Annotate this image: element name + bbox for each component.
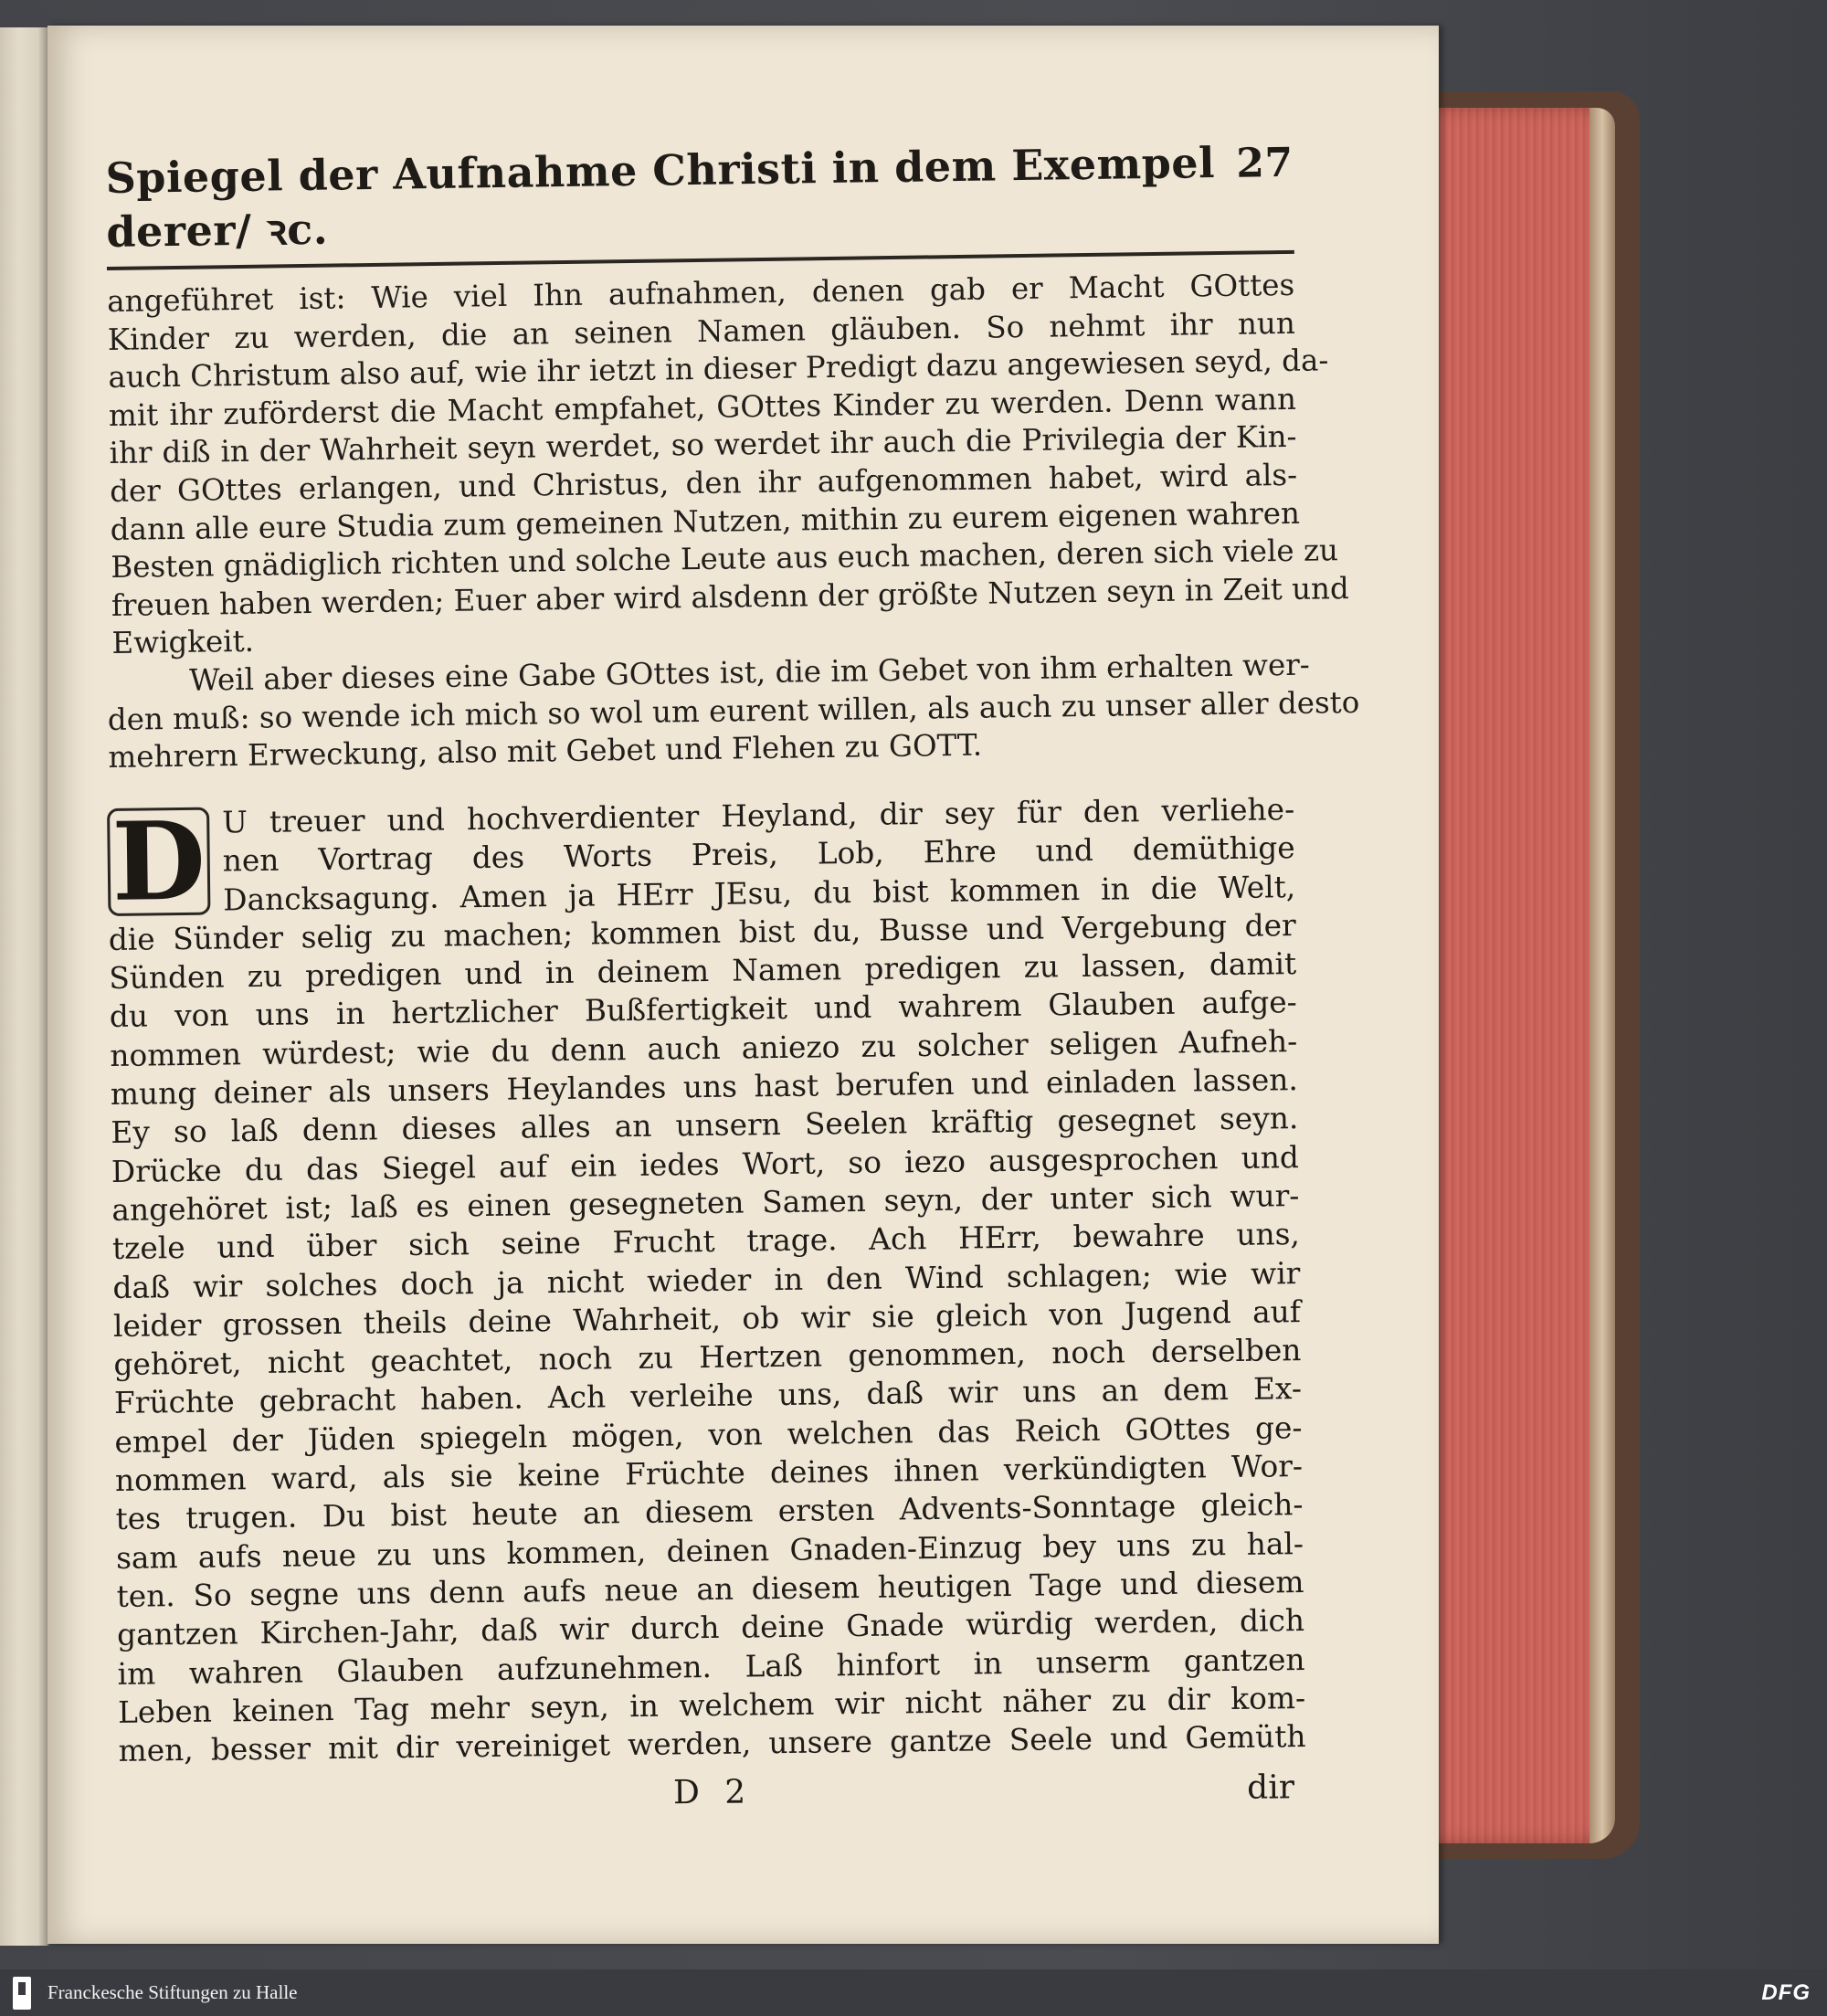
- text-line: Sünden zu predigen und in deinem Namen predigen zu lassen, damit: [109, 946, 1297, 996]
- text-line: die Sünder selig zu machen; kommen bist du, Busse und Vergebung der: [108, 907, 1296, 957]
- text-line: Drücke du das Siegel auf ein iedes Wort, so iezo ausgesprochen und: [111, 1139, 1300, 1189]
- text-line: auch Christum also auf, wie ihr ietzt in dieser Predigt dazu angewiesen seyd, da-: [108, 343, 1329, 396]
- text-line: Weil aber dieses eine Gabe GOttes ist, die im Gebet von ihm erhalten wer-: [189, 647, 1310, 698]
- text-line: nen Vortrag des Worts Preis, Lob, Ehre und demüthige: [222, 830, 1295, 879]
- text-line: freuen haben werden; Euer aber wird alsdenn der größte Nutzen seyn in Zeit und: [111, 570, 1349, 623]
- page-footer: [107, 1768, 1294, 1816]
- text-line: mung deiner als unsers Heylandes uns hast berufen und einladen lassen.: [110, 1061, 1299, 1112]
- text-line: Ewigkeit.: [111, 624, 255, 661]
- text-line: daß wir solches doch ja nicht wieder in den Wind schlagen; wie wir: [112, 1255, 1301, 1305]
- text-line: mehrern Erweckung, also mit Gebet und Flehen zu GOTT.: [108, 727, 983, 776]
- signature-mark: D 2: [672, 1773, 754, 1812]
- text-line: den muß: so wende ich mich so wol um eurent willen, als auch zu unser aller desto: [107, 684, 1360, 737]
- text-line: Dancksagung. Amen ja HErr JEsu, du bist kommen in die Welt,: [223, 869, 1296, 917]
- catchword: dir: [1247, 1768, 1295, 1807]
- dfg-logo-text: DFG: [1761, 1979, 1811, 2005]
- text-line: du von uns in hertzlicher Bußfertigkeit und wahrem Glauben aufge-: [109, 985, 1297, 1035]
- text-line: men, besser mit dir vereiniget werden, unsere gantze Seele und Gemüth: [118, 1718, 1306, 1768]
- prayer-paragraph: [107, 790, 1306, 1770]
- text-line: nommen ward, als sie keine Früchte deines ihnen verkündigten Wor-: [114, 1448, 1304, 1498]
- text-line: der GOttes erlangen, und Christus, den ihr aufgenommen habet, wird als-: [109, 457, 1298, 509]
- text-line: dann alle eure Studia zum gemeinen Nutzen, mithin zu eurem eigenen wahren: [110, 495, 1301, 547]
- text-line: gehöret, nicht geachtet, noch zu Hertzen genommen, noch derselben: [113, 1332, 1302, 1382]
- text-line: im wahren Glauben aufzunehmen. Laß hinfort in unserm gantzen: [117, 1641, 1305, 1692]
- text-line: angeführet ist: Wie viel Ihn aufnahmen, denen gab er Macht GOttes: [107, 267, 1295, 319]
- book-page: [48, 26, 1439, 1944]
- book-cover-band: [1589, 108, 1615, 1843]
- text-line: empel der Jüden spiegeln mögen, von welchen das Reich GOttes ge-: [114, 1409, 1303, 1460]
- running-head: [105, 137, 1294, 270]
- running-head-title: Spiegel der Aufnahme Christi in dem Exempel derer/ ꝛc.: [105, 138, 1216, 258]
- text-line: gantzen Kirchen-Jahr, daß wir durch deine Gnade würdig werden, dich: [116, 1603, 1305, 1652]
- text-line: U treuer und hochverdienter Heyland, dir sey für den verliehe-: [222, 791, 1295, 840]
- drop-capital: D: [107, 807, 210, 915]
- text-line: nommen würdest; wie du denn auch aniezo zu solcher seligen Aufneh-: [110, 1023, 1298, 1073]
- text-line: Früchte gebracht haben. Ach verleihe uns, daß wir uns an dem Ex-: [113, 1371, 1303, 1421]
- text-line: ten. So segne uns denn aufs neue an diesem heutigen Tage und diesem: [116, 1564, 1304, 1614]
- text-line: mit ihr zuförderst die Macht empfahet, GOttes Kinder zu werden. Denn wann: [108, 381, 1297, 433]
- paragraph-2: [107, 647, 1360, 777]
- page-content: [105, 138, 1360, 1812]
- left-page-edge: [0, 27, 49, 1946]
- paragraph-1: [107, 267, 1349, 663]
- text-line: tzele und über sich seine Frucht trage. Ach HErr, bewahre uns,: [111, 1217, 1301, 1266]
- text-line: Besten gnädiglich richten und solche Leute aus euch machen, deren sich viele zu: [111, 533, 1339, 586]
- book-fore-edge: [1439, 108, 1612, 1843]
- institution-name: Franckesche Stiftungen zu Halle: [48, 1981, 298, 2003]
- institution-logo-icon: [13, 1977, 31, 2010]
- text-line: angehöret ist; laß es einen gesegneten Samen seyn, der unter sich wur-: [111, 1177, 1300, 1228]
- text-line: tes trugen. Du bist heute an diesem ersten Advents-Sonntage gleich-: [115, 1487, 1304, 1537]
- viewer-footer-bar: [0, 1969, 1827, 2016]
- page-number: 27: [1235, 139, 1294, 187]
- text-line: sam aufs neue zu uns kommen, deinen Gnaden-Einzug bey uns zu hal-: [115, 1525, 1304, 1576]
- text-line: Leben keinen Tag mehr seyn, in welchem wir nicht näher zu dir kom-: [117, 1680, 1306, 1730]
- text-line: ihr diß in der Wahrheit seyn werdet, so werdet ihr auch die Privilegia der Kin-: [109, 419, 1297, 471]
- text-line: leider grossen theils deine Wahrheit, ob wir sie gleich von Jugend auf: [112, 1293, 1302, 1344]
- text-line: Kinder zu werden, die an seinen Namen gläuben. So nehmt ihr nun: [107, 305, 1295, 357]
- text-line: Ey so laß denn dieses alles an unsern Seelen kräftig gesegnet seyn.: [111, 1101, 1299, 1151]
